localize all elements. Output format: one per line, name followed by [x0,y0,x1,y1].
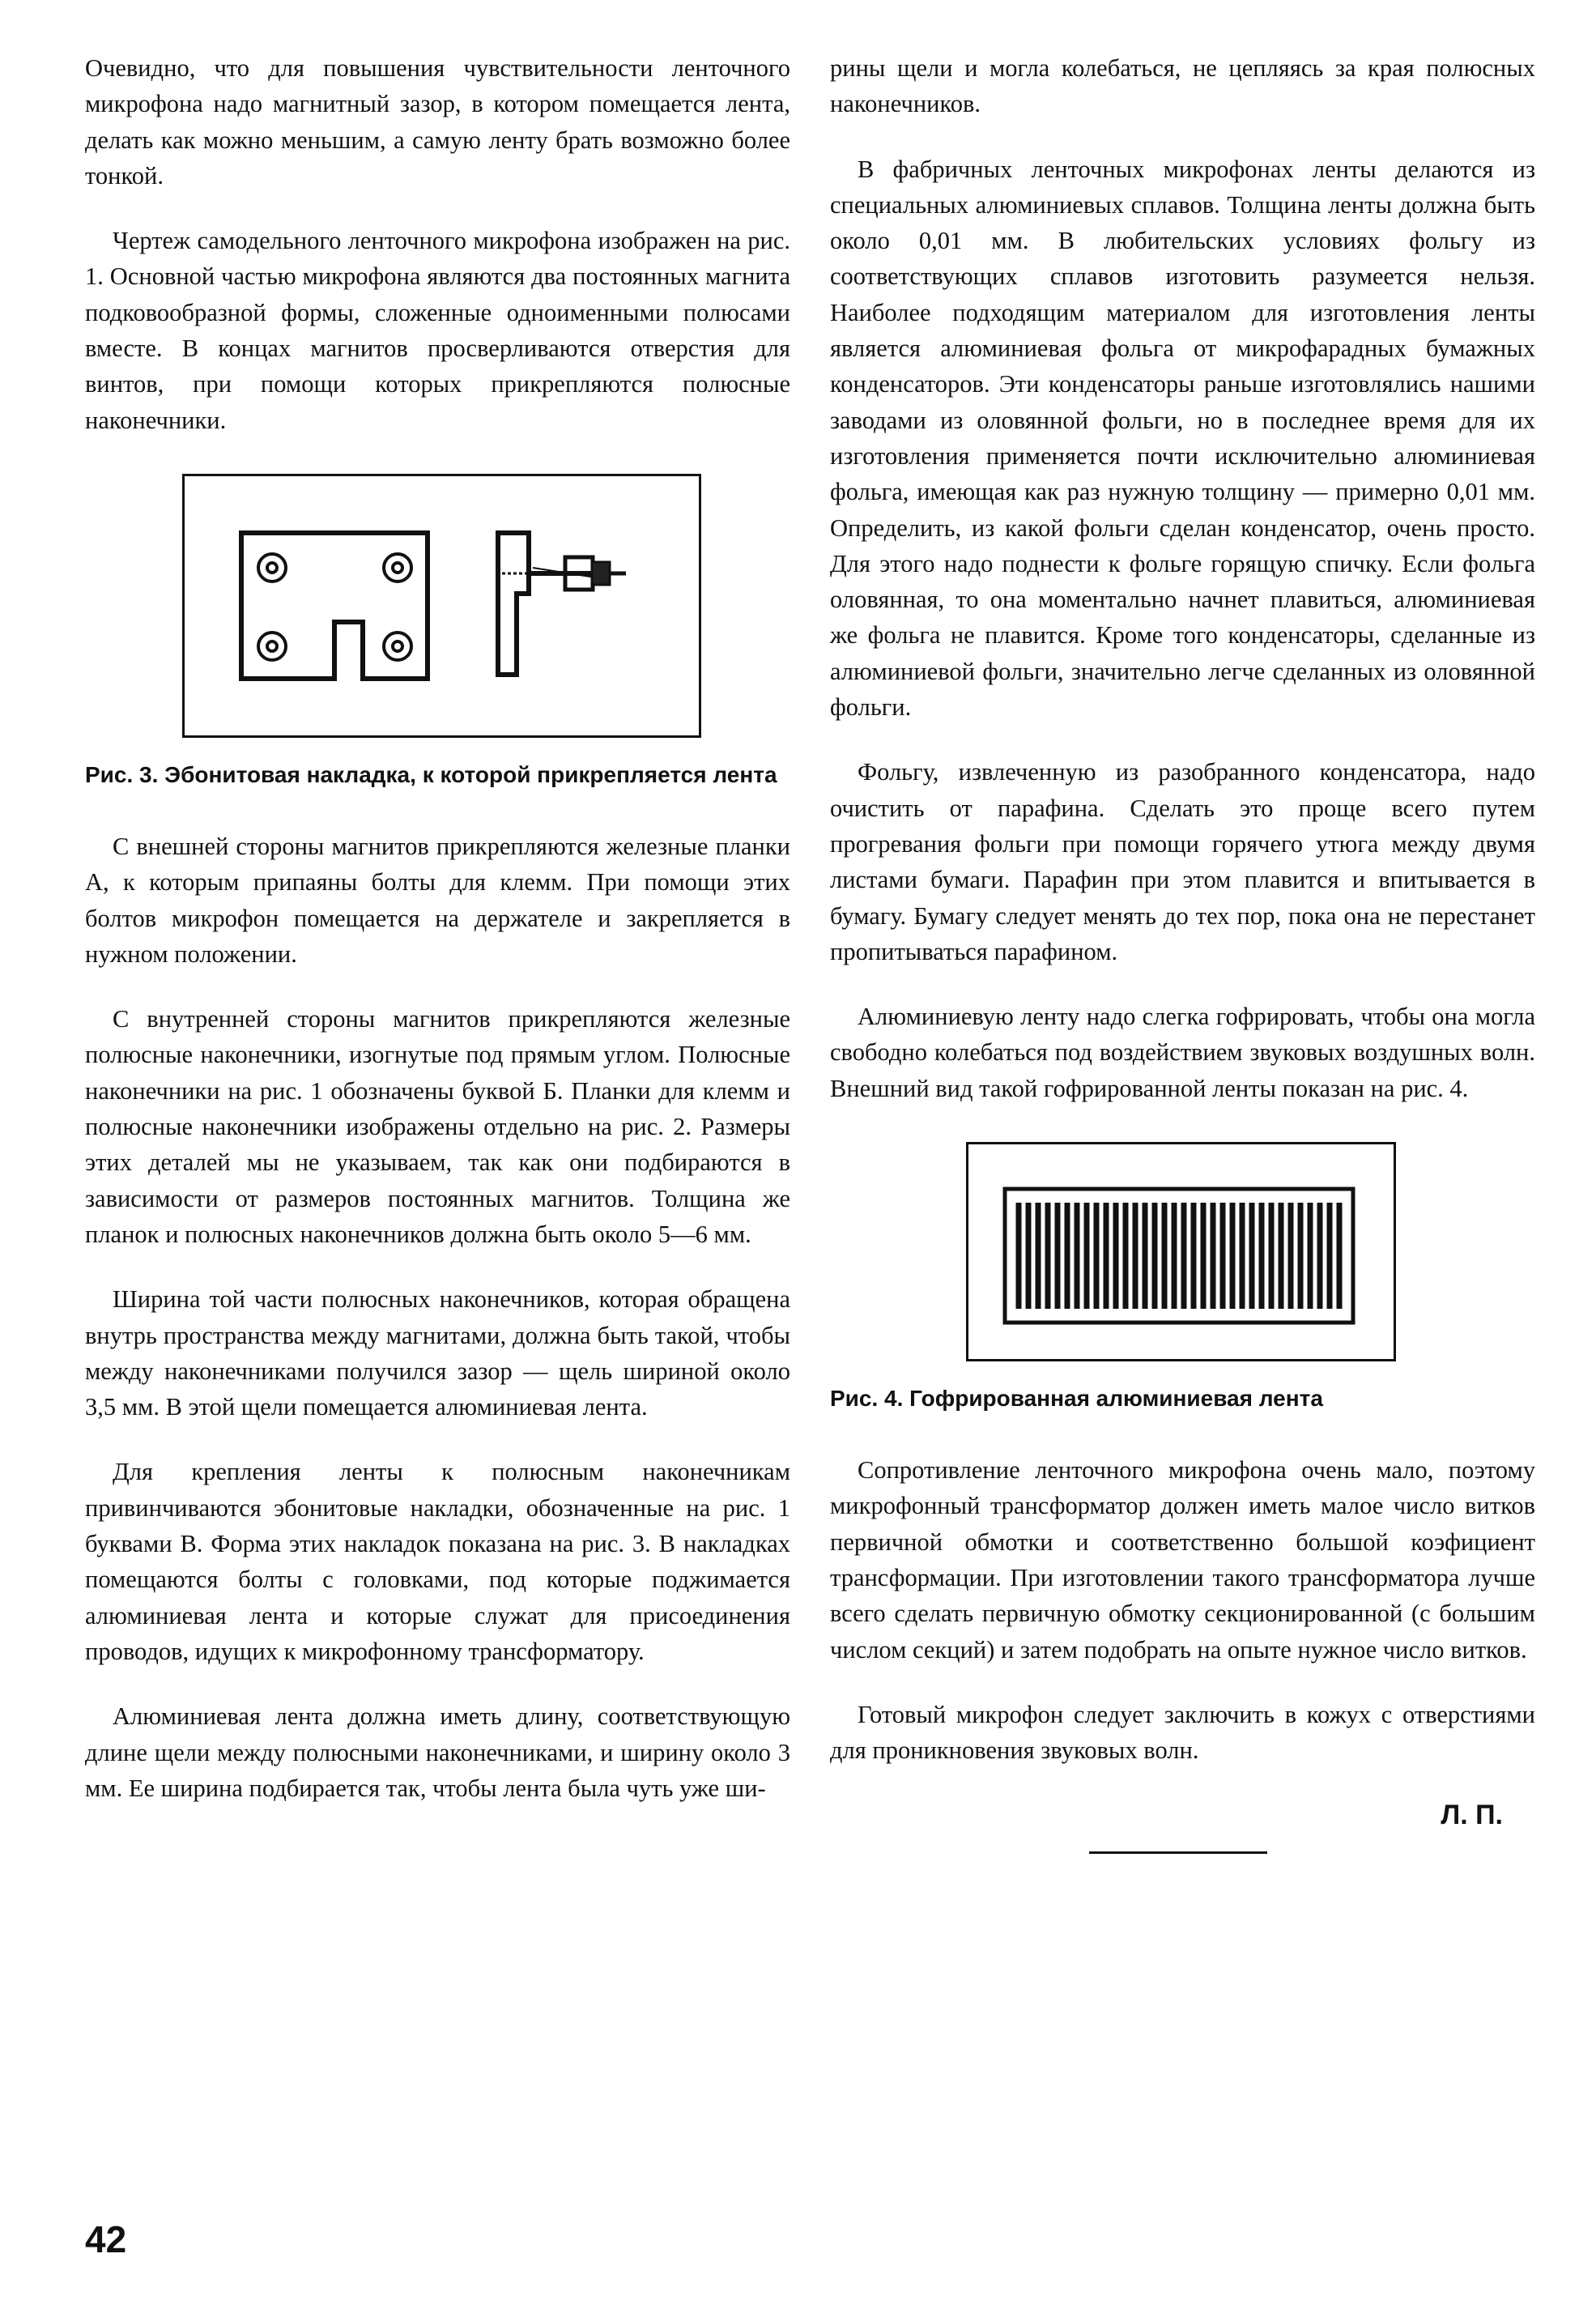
paragraph: Алюминиевая лента должна иметь длину, соответствующую длине щели между полюсными наконечниками, и ширину около 3 мм. Ее ширина подбирается так, чтобы лента была чуть уже ши- [85,1702,790,1802]
paragraph: Готовый микрофон следует заключить в кожух с отверстиями для проникновения звуковых волн. [830,1700,1535,1765]
figure-3-ebonite-plate [182,474,701,738]
paragraph: С внешней стороны магнитов прикрепляются железные планки А, к которым припаяны болты для клемм. При помощи этих болтов микрофон помещается на держателе и закрепляется в нужном положении. [85,832,790,968]
ebonite-plate-drawing [185,476,699,735]
paragraph: С внутренней стороны магнитов прикрепляются железные полюсные наконечники, изогнутые под прямым углом. Полюсные наконечники на рис. 1 обозначены буквой Б. Планки для клемм и полюсные наконечники изображены отдельно на рис. 2. Размеры этих деталей мы не указываем, так как они подбираются в зависимости от размеров постоянных магнитов. Толщина же планок и полюсных наконечников должна быть около 5—6 мм. [85,1005,790,1248]
paragraph: рины щели и могла колебаться, не цепляясь за края полюсных наконечников. [830,54,1535,118]
left-column [85,50,790,1835]
paragraph: Очевидно, что для повышения чувствительности ленточного микрофона надо магнитный зазор, в котором помещается лента, делать как можно меньшим, а самую ленту брать возможно более тонкой. [85,54,790,190]
paragraph: Для крепления ленты к полюсным наконечникам привинчиваются эбонитовые накладки, обозначенные на рис. 1 буквами В. Форма этих накладок показана на рис. 3. В накладках помещаются болты с головками, под которые поджимается алюминиевая лента и которые служат для присоединения проводов, идущих к микрофонному трансформатору. [85,1458,790,1665]
paragraph: Алюминиевую ленту надо слегка гофрировать, чтобы она могла свободно колебаться под воздействием звуковых воздушных волн. Внешний вид такой гофрированной ленты показан на рис. 4. [830,1003,1535,1102]
figure-4-corrugated-ribbon [966,1142,1396,1361]
author-signature: Л. П. [1441,1800,1503,1831]
corrugated-ribbon-drawing [968,1144,1394,1359]
paragraph: Фольгу, извлеченную из разобранного конденсатора, надо очистить от парафина. Сделать это проще всего путем прогревания фольги при помощи горячего утюга между двумя листами бумаги. Парафин при этом плавится и впитывается в бумагу. Бумагу следует менять до тех пор, пока она не перестанет пропитываться парафином. [830,758,1535,965]
paragraph: Чертеж самодельного ленточного микрофона изображен на рис. 1. Основной частью микрофона являются два постоянных магнита подковообразной формы, сложенные одноименными полюсами вместе. В концах магнитов просверливаются отверстия для винтов, при помощи которых прикрепляются полюсные наконечники. [85,227,790,434]
right-column [830,50,1535,1854]
end-rule [1089,1851,1267,1854]
figure-3-caption: Рис. 3. Эбонитовая накладка, к которой прикрепляется лента [85,761,777,787]
page-number: 42 [85,2218,127,2260]
paragraph: В фабричных ленточных микрофонах ленты делаются из специальных алюминиевых сплавов. Толщина ленты должна быть около 0,01 мм. В любительских условиях фольгу из соответствующих сплавов изготовить разумеется нельзя. Наиболее подходящим материалом для изготовления ленты является алюминиевая фольга от микрофарадных бумажных конденсаторов. Эти конденсаторы раньше изготовлялись нашими заводами из оловянной фольги, но в последнее время для их изготовления применяется почти исключительно алюминиевая фольга, имеющая как раз нужную толщину — примерно 0,01 мм. Определить, из какой фольги сделан конденсатор, очень просто. Для этого надо поднести к фольге горящую спичку. Если фольга оловянная, то она моментально начнет плавиться, алюминиевая же фольга не плавится. Кроме того конденсаторы, сделанные из алюминиевой фольги, значительно легче сделанных из оловянной фольги. [830,155,1535,722]
paragraph: Сопротивление ленточного микрофона очень мало, поэтому микрофонный трансформатор должен иметь малое число витков первичной обмотки и соответственно большой коэфициент трансформации. При изготовлении такого трансформатора лучше всего сделать первичную обмотку секционированной (с большим числом секций) и затем подобрать на опыте нужное число витков. [830,1456,1535,1664]
figure-4-caption: Рис. 4. Гофрированная алюминиевая лента [830,1386,1323,1412]
paragraph: Ширина той части полюсных наконечников, которая обращена внутрь пространства между магнитами, должна быть такой, чтобы между наконечниками получился зазор — щель шириной около 3,5 мм. В этой щели помещается алюминиевая лента. [85,1285,790,1421]
